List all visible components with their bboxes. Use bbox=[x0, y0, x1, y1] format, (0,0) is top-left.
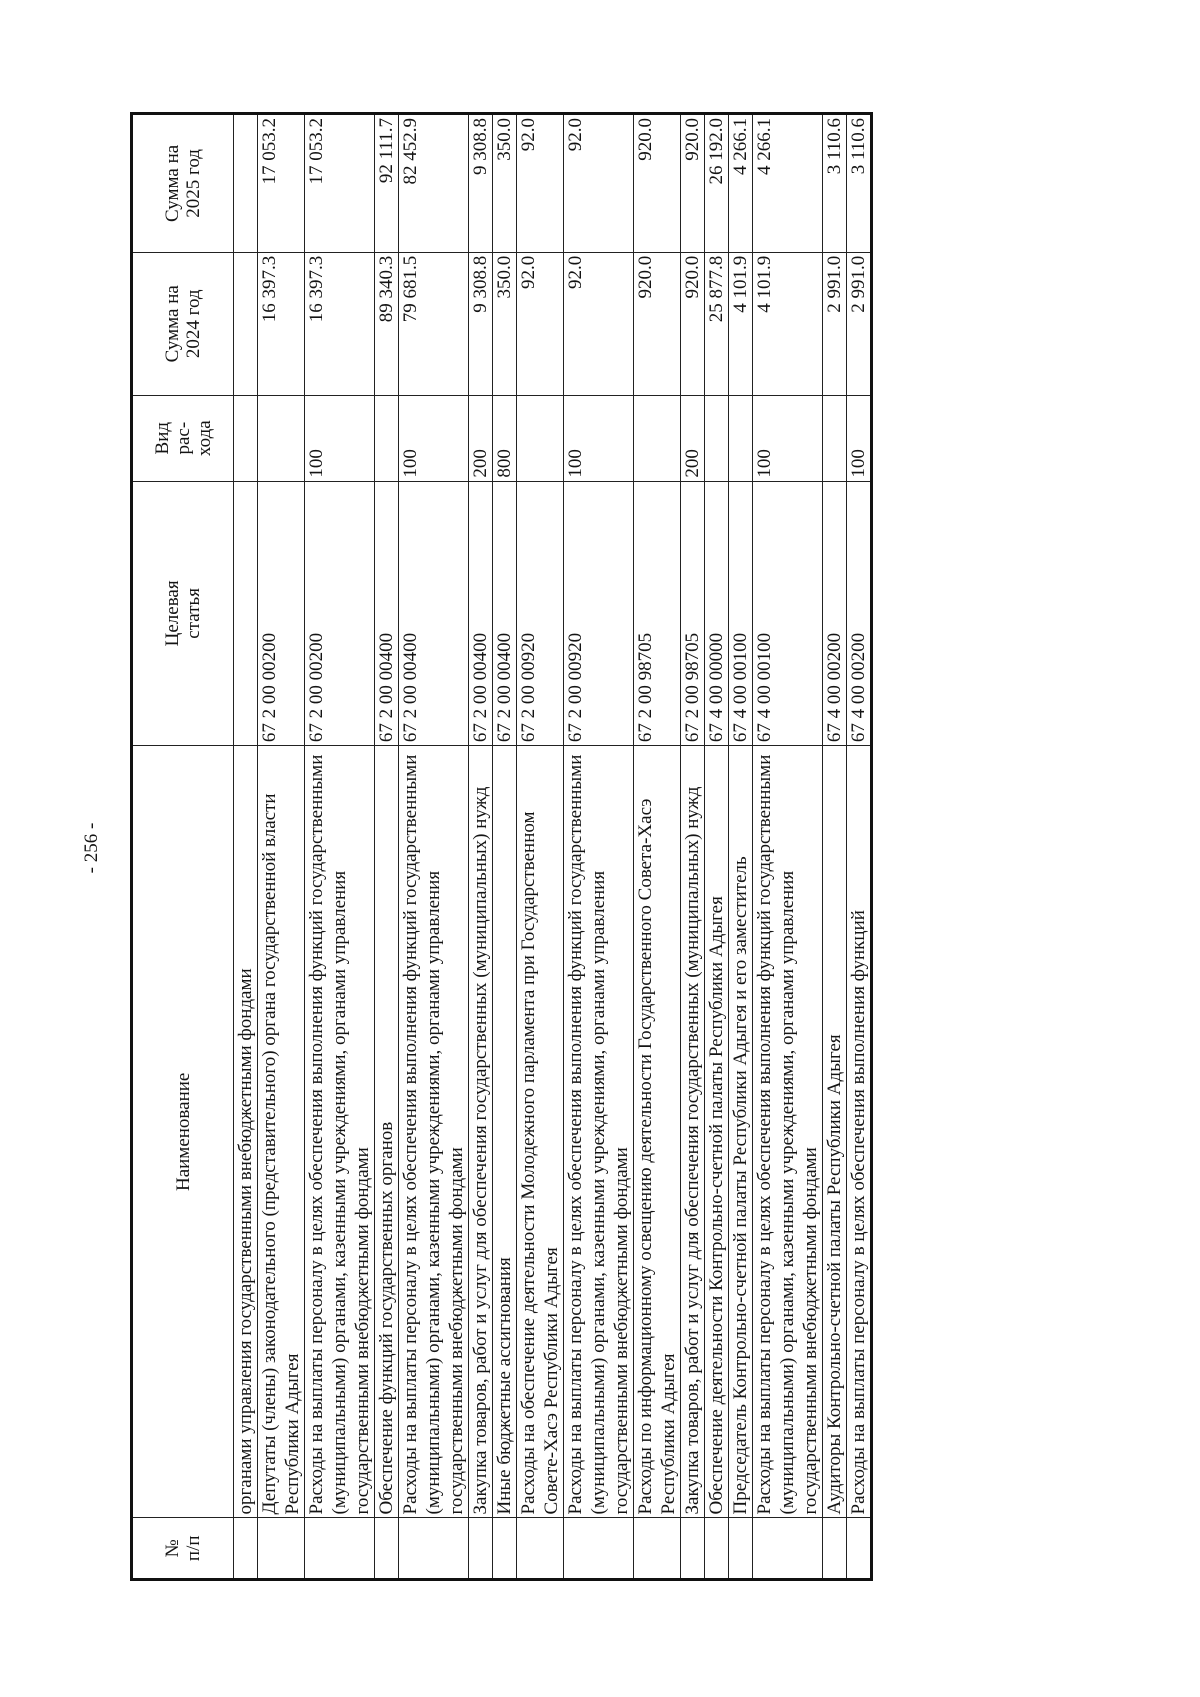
cell-target-code: 67 2 00 00400 bbox=[469, 481, 493, 746]
cell-sum-2024: 350.0 bbox=[493, 252, 517, 395]
cell-sum-2025: 4 266.1 bbox=[729, 114, 753, 253]
table-row bbox=[634, 114, 681, 1580]
header-vid: Вид рас- хода bbox=[132, 395, 234, 481]
table-row bbox=[305, 114, 375, 1580]
cell-sum-2025: 920.0 bbox=[634, 114, 681, 253]
table-row bbox=[469, 114, 493, 1580]
cell-target-code: 67 4 00 00200 bbox=[823, 481, 847, 746]
cell-expense-type: 100 bbox=[305, 395, 375, 481]
table-row bbox=[753, 114, 823, 1580]
table-row bbox=[493, 114, 517, 1580]
cell-sum-2024: 4 101.9 bbox=[753, 252, 823, 395]
cell-nn bbox=[634, 1518, 681, 1580]
cell-sum-2024: 92.0 bbox=[517, 252, 564, 395]
cell-name: Расходы на выплаты персоналу в целях обеспечения выполнения функций государственными (муниципальными) органами, казенными учреждениями, органами управления государственными внебюджетными фондами bbox=[399, 746, 469, 1518]
cell-target-code: 67 2 00 00200 bbox=[258, 481, 305, 746]
cell-nn bbox=[258, 1518, 305, 1580]
cell-sum-2025: 17 053.2 bbox=[258, 114, 305, 253]
table-row bbox=[729, 114, 753, 1580]
table-row bbox=[258, 114, 305, 1580]
cell-expense-type bbox=[729, 395, 753, 481]
cell-name: Закупка товаров, работ и услуг для обеспечения государственных (муниципальных) нужд bbox=[469, 746, 493, 1518]
cell-sum-2025: 92 111.7 bbox=[375, 114, 399, 253]
cell-name: Расходы на выплаты персоналу в целях обеспечения выполнения функций государственными (муниципальными) органами, казенными учреждениями, органами управления государственными внебюджетными фондами bbox=[753, 746, 823, 1518]
table-body bbox=[234, 114, 872, 1580]
cell-nn bbox=[705, 1518, 729, 1580]
cell-nn bbox=[517, 1518, 564, 1580]
cell-target-code: 67 2 00 00400 bbox=[493, 481, 517, 746]
cell-sum-2025: 17 053.2 bbox=[305, 114, 375, 253]
rotated-page-content bbox=[130, 112, 1200, 1581]
cell-sum-2024: 9 308.8 bbox=[469, 252, 493, 395]
cell-sum-2025 bbox=[234, 114, 258, 253]
cell-sum-2024: 16 397.3 bbox=[305, 252, 375, 395]
cell-sum-2025: 92.0 bbox=[564, 114, 634, 253]
cell-sum-2024: 920.0 bbox=[634, 252, 681, 395]
cell-nn bbox=[823, 1518, 847, 1580]
table-row bbox=[399, 114, 469, 1580]
cell-sum-2025: 3 110.6 bbox=[847, 114, 872, 253]
cell-target-code: 67 2 00 00400 bbox=[375, 481, 399, 746]
cell-expense-type: 100 bbox=[847, 395, 872, 481]
cell-name: Закупка товаров, работ и услуг для обеспечения государственных (муниципальных) нужд bbox=[681, 746, 705, 1518]
cell-expense-type bbox=[258, 395, 305, 481]
cell-nn bbox=[753, 1518, 823, 1580]
cell-name: Аудиторы Контрольно-счетной палаты Республики Адыгея bbox=[823, 746, 847, 1518]
cell-target-code: 67 4 00 00200 bbox=[847, 481, 872, 746]
cell-sum-2025: 4 266.1 bbox=[753, 114, 823, 253]
header-code: Целевая статья bbox=[132, 481, 234, 746]
table-row bbox=[847, 114, 872, 1580]
cell-expense-type: 200 bbox=[681, 395, 705, 481]
cell-nn bbox=[681, 1518, 705, 1580]
cell-expense-type: 200 bbox=[469, 395, 493, 481]
cell-nn bbox=[729, 1518, 753, 1580]
cell-name: Расходы на выплаты персоналу в целях обеспечения выполнения функций bbox=[847, 746, 872, 1518]
cell-sum-2024: 16 397.3 bbox=[258, 252, 305, 395]
cell-name: Расходы на выплаты персоналу в целях обеспечения выполнения функций государственными (муниципальными) органами, казенными учреждениями, органами управления государственными внебюджетными фондами bbox=[564, 746, 634, 1518]
cell-sum-2025: 350.0 bbox=[493, 114, 517, 253]
cell-sum-2025: 920.0 bbox=[681, 114, 705, 253]
table-header-row bbox=[132, 114, 234, 1580]
cell-name: Обеспечение деятельности Контрольно-счетной палаты Республики Адыгея bbox=[705, 746, 729, 1518]
cell-nn bbox=[399, 1518, 469, 1580]
table-row bbox=[823, 114, 847, 1580]
cell-target-code: 67 4 00 00000 bbox=[705, 481, 729, 746]
header-nn: № п/п bbox=[132, 1518, 234, 1580]
cell-nn bbox=[847, 1518, 872, 1580]
cell-target-code: 67 2 00 00400 bbox=[399, 481, 469, 746]
page-number: - 256 - bbox=[81, 822, 102, 874]
cell-sum-2024: 2 991.0 bbox=[847, 252, 872, 395]
cell-nn bbox=[564, 1518, 634, 1580]
cell-nn bbox=[469, 1518, 493, 1580]
cell-expense-type bbox=[634, 395, 681, 481]
cell-sum-2024: 92.0 bbox=[564, 252, 634, 395]
cell-name: Обеспечение функций государственных органов bbox=[375, 746, 399, 1518]
table-row bbox=[705, 114, 729, 1580]
cell-sum-2024: 4 101.9 bbox=[729, 252, 753, 395]
cell-target-code: 67 4 00 00100 bbox=[729, 481, 753, 746]
header-sum-2025: Сумма на 2025 год bbox=[132, 114, 234, 253]
budget-table bbox=[130, 112, 873, 1581]
cell-sum-2025: 3 110.6 bbox=[823, 114, 847, 253]
cell-sum-2024: 25 877.8 bbox=[705, 252, 729, 395]
cell-sum-2024: 89 340.3 bbox=[375, 252, 399, 395]
cell-nn bbox=[375, 1518, 399, 1580]
cell-nn bbox=[493, 1518, 517, 1580]
cell-expense-type bbox=[823, 395, 847, 481]
cell-sum-2025: 26 192.0 bbox=[705, 114, 729, 253]
cell-name: органами управления государственными внебюджетными фондами bbox=[234, 746, 258, 1518]
cell-expense-type: 800 bbox=[493, 395, 517, 481]
cell-expense-type: 100 bbox=[564, 395, 634, 481]
header-sum-2024: Сумма на 2024 год bbox=[132, 252, 234, 395]
table-row bbox=[517, 114, 564, 1580]
cell-nn bbox=[234, 1518, 258, 1580]
cell-name: Иные бюджетные ассигнования bbox=[493, 746, 517, 1518]
table-row bbox=[681, 114, 705, 1580]
cell-name: Расходы на выплаты персоналу в целях обеспечения выполнения функций государственными (муниципальными) органами, казенными учреждениями, органами управления государственными внебюджетными фондами bbox=[305, 746, 375, 1518]
cell-expense-type: 100 bbox=[399, 395, 469, 481]
cell-expense-type bbox=[234, 395, 258, 481]
cell-sum-2025: 92.0 bbox=[517, 114, 564, 253]
cell-sum-2025: 9 308.8 bbox=[469, 114, 493, 253]
cell-target-code: 67 2 00 98705 bbox=[634, 481, 681, 746]
cell-sum-2024: 920.0 bbox=[681, 252, 705, 395]
cell-expense-type bbox=[375, 395, 399, 481]
cell-target-code bbox=[234, 481, 258, 746]
cell-sum-2025: 82 452.9 bbox=[399, 114, 469, 253]
cell-name: Депутаты (члены) законодательного (представительного) органа государственной власти Республики Адыгея bbox=[258, 746, 305, 1518]
cell-sum-2024: 2 991.0 bbox=[823, 252, 847, 395]
table-row bbox=[375, 114, 399, 1580]
cell-target-code: 67 2 00 00920 bbox=[564, 481, 634, 746]
cell-sum-2024 bbox=[234, 252, 258, 395]
cell-expense-type: 100 bbox=[753, 395, 823, 481]
cell-target-code: 67 4 00 00100 bbox=[753, 481, 823, 746]
table-row bbox=[234, 114, 258, 1580]
cell-expense-type bbox=[705, 395, 729, 481]
cell-target-code: 67 2 00 00200 bbox=[305, 481, 375, 746]
cell-name: Председатель Контрольно-счетной палаты Республики Адыгея и его заместитель bbox=[729, 746, 753, 1518]
cell-name: Расходы по информационному освещению деятельности Государственного Совета-Хасэ Республики Адыгея bbox=[634, 746, 681, 1518]
cell-name: Расходы на обеспечение деятельности Молодежного парламента при Государственном Совете-Хасэ Республики Адыгея bbox=[517, 746, 564, 1518]
cell-expense-type bbox=[517, 395, 564, 481]
cell-target-code: 67 2 00 98705 bbox=[681, 481, 705, 746]
cell-target-code: 67 2 00 00920 bbox=[517, 481, 564, 746]
cell-sum-2024: 79 681.5 bbox=[399, 252, 469, 395]
header-name: Наименование bbox=[132, 746, 234, 1518]
table-row bbox=[564, 114, 634, 1580]
cell-nn bbox=[305, 1518, 375, 1580]
